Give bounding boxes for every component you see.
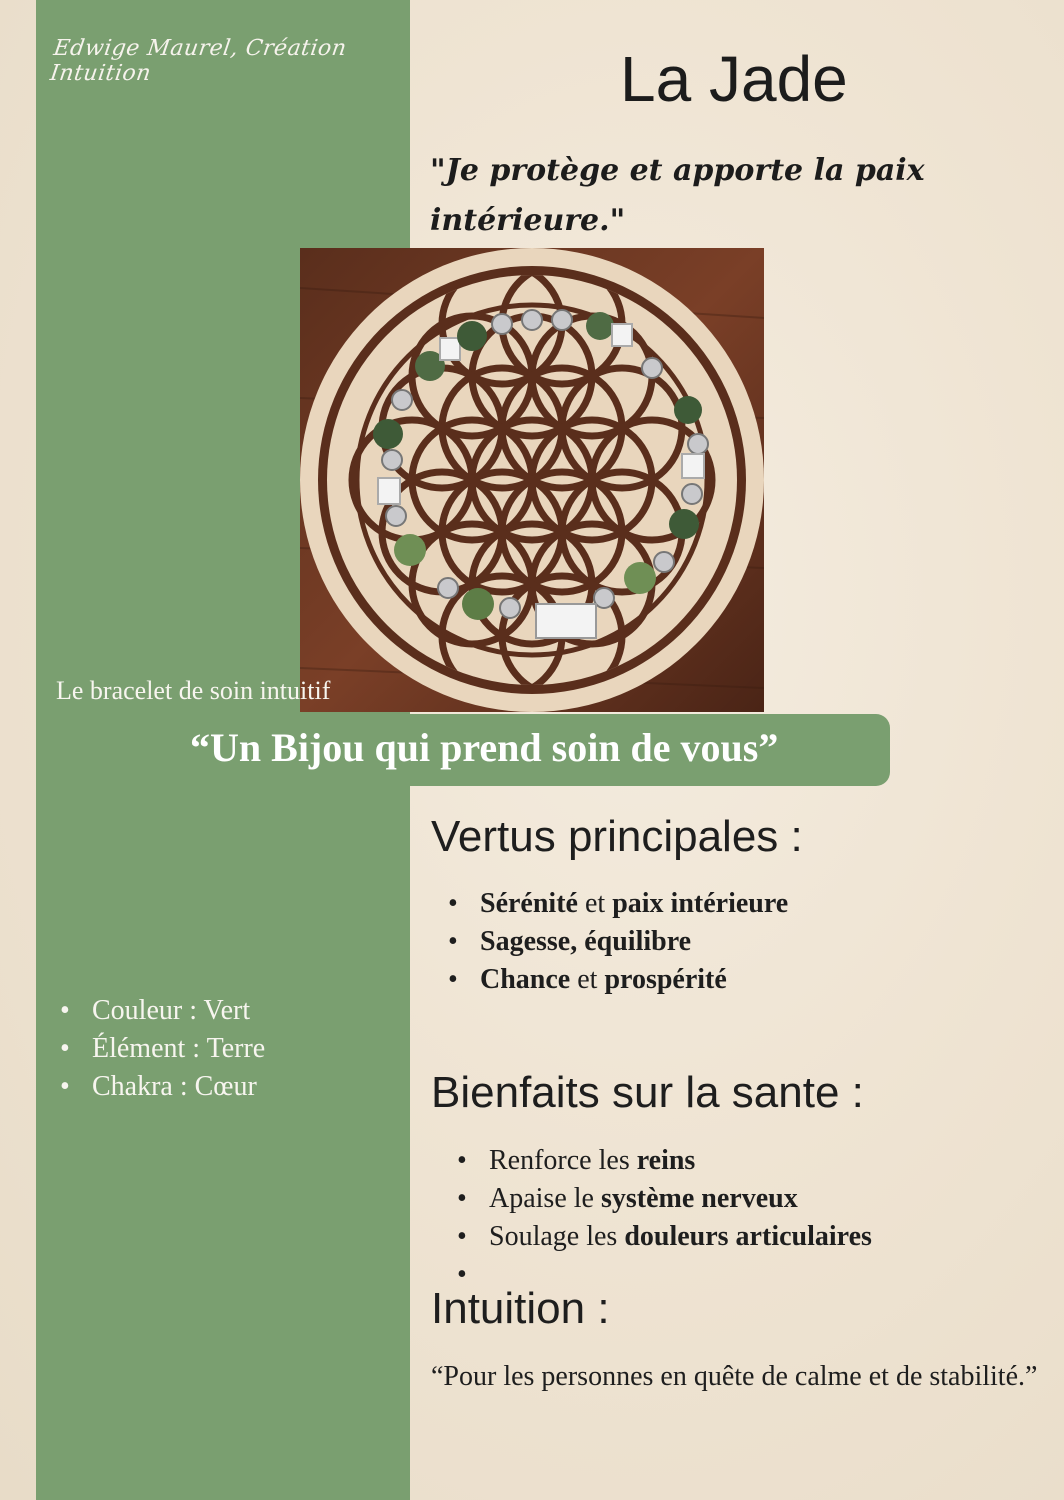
bienfaits-list [489, 1142, 872, 1294]
properties-list [92, 992, 265, 1106]
list-item-text: Apaise le [489, 1183, 601, 1214]
list-item-text: paix intérieure [612, 888, 789, 919]
vertus-heading: Vertus principales : [431, 812, 803, 861]
list-item [480, 923, 788, 961]
list-item-text: Soulage les [489, 1221, 625, 1252]
bracelet-caption: Le bracelet de soin intuitif [56, 676, 331, 705]
list-item-text: Sérénité [480, 888, 578, 919]
intuition-text: “Pour les personnes en quête de calme et de stabilité.” [431, 1361, 1038, 1392]
list-item [480, 885, 788, 923]
bracelet-photo [300, 248, 764, 712]
vertus-list [480, 885, 788, 999]
stone-quote: "Je protège et apporte la paix intérieure." [430, 153, 925, 238]
brand-signature: Edwige Maurel, Création Intuition [48, 36, 349, 86]
list-item-text: douleurs articulaires [624, 1221, 872, 1252]
list-item [489, 1218, 872, 1256]
list-item [489, 1142, 872, 1180]
bracelet-photo-illustration [300, 248, 764, 712]
list-item-text: Chance [480, 964, 571, 995]
property-item: • Élément : Terre [92, 1030, 265, 1068]
slogan-banner: “Un Bijou qui prend soin de vous” [168, 714, 890, 786]
property-item: • Chakra : Cœur [92, 1068, 265, 1106]
intuition-heading: Intuition : [431, 1284, 610, 1333]
list-item-text: Sagesse, équilibre [480, 926, 692, 957]
list-item-text: Renforce les [489, 1145, 637, 1176]
bienfaits-heading: Bienfaits sur la sante : [431, 1068, 864, 1117]
property-item: • Couleur : Vert [92, 992, 265, 1030]
list-item [489, 1180, 872, 1218]
list-item-text: reins [636, 1145, 696, 1176]
list-item-text: prospérité [604, 964, 727, 995]
list-item-text: et [577, 888, 613, 919]
list-item-text: système nerveux [600, 1183, 798, 1214]
list-item-text: et [570, 964, 605, 995]
page-title: La Jade [620, 43, 848, 115]
list-item [480, 961, 788, 999]
